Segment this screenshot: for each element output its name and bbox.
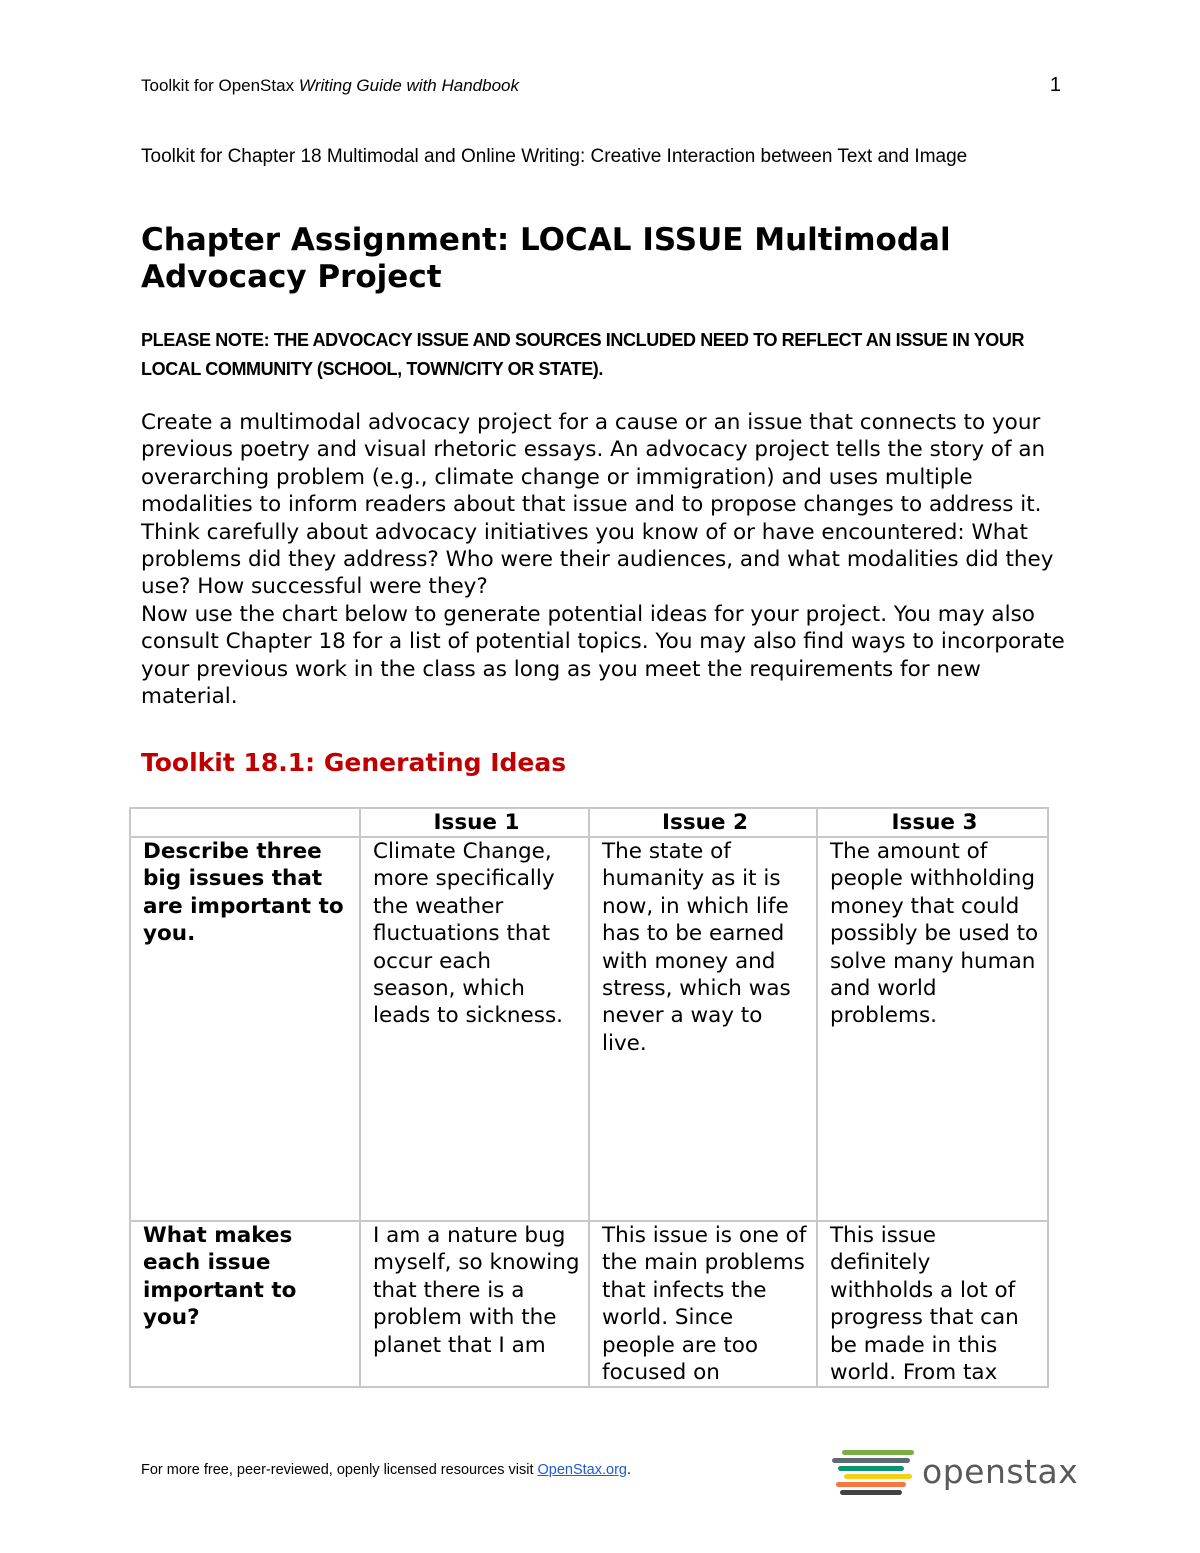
table-cell: Climate Change, more specifically the weather fluctuations that occur each season, which leads to sickness. [360, 837, 589, 1221]
chapter-subtitle: Toolkit for Chapter 18 Multimodal and Online Writing: Creative Interaction between Text and Image [141, 146, 968, 167]
logo-stripe [836, 1482, 906, 1487]
table-header-cell: Issue 3 [817, 808, 1048, 837]
table-header-cell: Issue 2 [589, 808, 817, 837]
table-header-cell: Issue 1 [360, 808, 589, 837]
row-label: Describe three big issues that are important to you. [130, 837, 360, 1221]
table-cell: The state of humanity as it is now, in which life has to be earned with money and stress, which was never a way to live. [589, 837, 817, 1221]
ideas-table [129, 807, 1049, 1388]
table-cell: I am a nature bug myself, so knowing that there is a problem with the planet that I am [360, 1221, 589, 1387]
logo-stripe [840, 1490, 902, 1495]
logo-stripe [838, 1466, 904, 1471]
page-number: 1 [1049, 74, 1061, 96]
table-cell: The amount of people withholding money that could possibly be used to solve many human and world problems. [817, 837, 1048, 1221]
logo-stripe [832, 1458, 910, 1463]
header-title [141, 76, 519, 96]
assignment-body [141, 409, 1066, 710]
openstax-logo [830, 1448, 1079, 1500]
table-cell: This issue definitely withholds a lot of progress that can be made in this world. From tax [817, 1221, 1048, 1387]
table-header-cell [130, 808, 360, 837]
table-row [130, 1221, 1048, 1387]
table-cell: This issue is one of the main problems that infects the world. Since people are too focused on [589, 1221, 817, 1387]
table-header-row [130, 808, 1048, 837]
table-row [130, 837, 1048, 1221]
assignment-heading: Chapter Assignment: LOCAL ISSUE Multimodal Advocacy Project [141, 222, 951, 295]
header-title-prefix: Toolkit for OpenStax [141, 76, 299, 95]
header-title-italic: Writing Guide with Handbook [298, 76, 519, 95]
page-footer [141, 1462, 631, 1478]
body-paragraph-2: Now use the chart below to generate potential ideas for your project. You may also consult Chapter 18 for a list of potential topics. You may also find ways to incorporate your previous work in the class as long as you meet the requirements for new material. [141, 601, 1065, 710]
footer-suffix: . [626, 1462, 632, 1478]
logo-stripe [844, 1474, 912, 1479]
logo-stripe [842, 1450, 914, 1455]
footer-text: For more free, peer-reviewed, openly licensed resources visit [141, 1462, 538, 1478]
openstax-stripes-icon [830, 1448, 920, 1500]
openstax-link[interactable]: OpenStax.org [537, 1462, 627, 1478]
openstax-wordmark: openstax [922, 1452, 1079, 1491]
please-note: PLEASE NOTE: THE ADVOCACY ISSUE AND SOURCES INCLUDED NEED TO REFLECT AN ISSUE IN YOUR LOCAL COMMUNITY (SCHOOL, TOWN/CITY OR STATE). [141, 330, 1025, 379]
row-label: What makes each issue important to you? [130, 1221, 360, 1387]
page-header [141, 76, 1061, 102]
body-paragraph-1: Create a multimodal advocacy project for a cause or an issue that connects to your previous poetry and visual rhetoric essays. An advocacy project tells the story of an overarching problem (e.g., climate change or immigration) and uses multiple modalities to inform readers about that issue and to propose changes to address it. Think carefully about advocacy initiatives you know of or have encountered: What problems did they address? Who were their audiences, and what modalities did they use? How successful were they? [141, 410, 1054, 600]
toolkit-title: Toolkit 18.1: Generating Ideas [141, 748, 567, 777]
